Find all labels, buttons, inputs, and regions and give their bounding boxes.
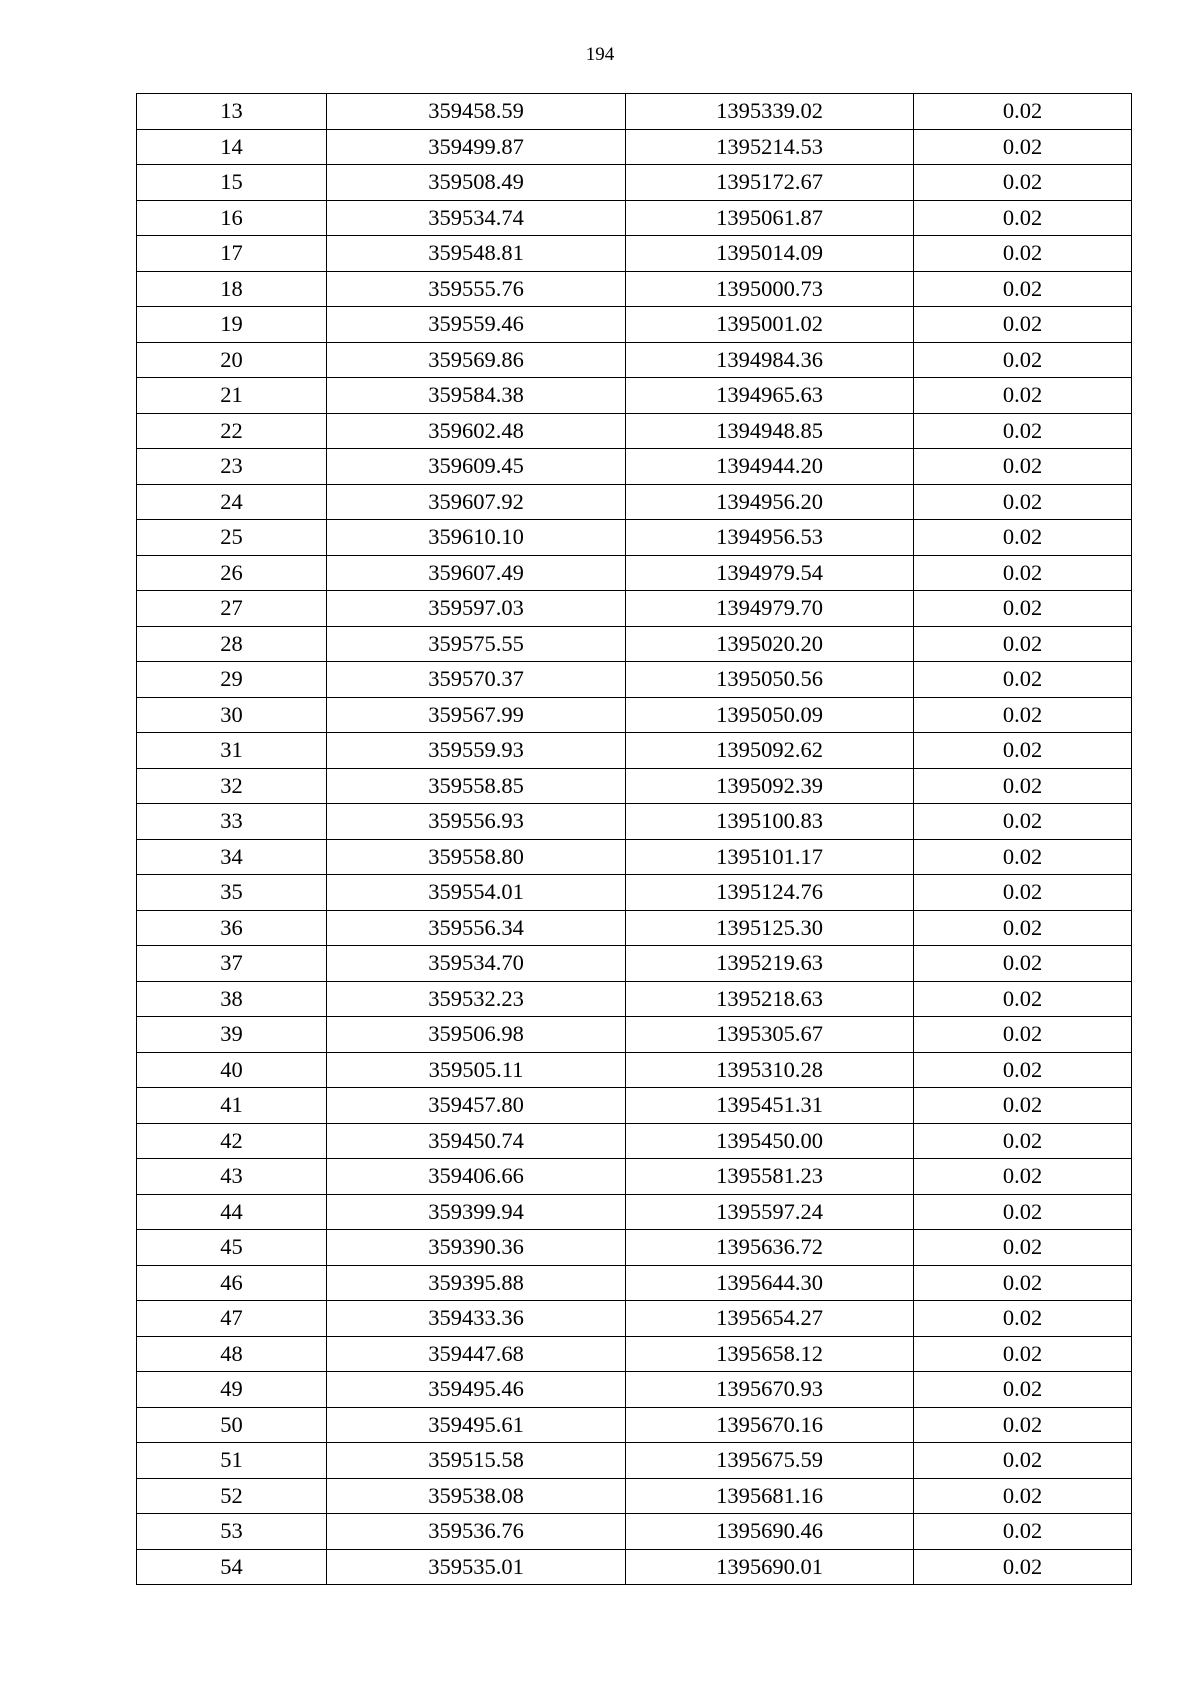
tolerance-cell: 0.02 [914,413,1132,449]
tolerance-cell: 0.02 [914,946,1132,982]
x-coordinate-cell: 359534.70 [327,946,626,982]
x-coordinate-cell: 359554.01 [327,875,626,911]
tolerance-cell: 0.02 [914,271,1132,307]
x-coordinate-cell: 359535.01 [327,1549,626,1585]
y-coordinate-cell: 1395061.87 [626,200,914,236]
y-coordinate-cell: 1394948.85 [626,413,914,449]
tolerance-cell: 0.02 [914,804,1132,840]
y-coordinate-cell: 1394979.54 [626,555,914,591]
tolerance-cell: 0.02 [914,555,1132,591]
point-number-cell: 23 [137,449,327,485]
table-row [137,1265,1132,1301]
y-coordinate-cell: 1395675.59 [626,1443,914,1479]
x-coordinate-cell: 359570.37 [327,662,626,698]
table-row [137,1301,1132,1337]
point-number-cell: 34 [137,839,327,875]
table-row [137,1159,1132,1195]
tolerance-cell: 0.02 [914,1159,1132,1195]
x-coordinate-cell: 359556.34 [327,910,626,946]
x-coordinate-cell: 359433.36 [327,1301,626,1337]
table-row [137,484,1132,520]
x-coordinate-cell: 359575.55 [327,626,626,662]
tolerance-cell: 0.02 [914,307,1132,343]
point-number-cell: 29 [137,662,327,698]
table-row [137,200,1132,236]
tolerance-cell: 0.02 [914,697,1132,733]
y-coordinate-cell: 1395670.93 [626,1372,914,1408]
table-row [137,449,1132,485]
tolerance-cell: 0.02 [914,1123,1132,1159]
y-coordinate-cell: 1394956.20 [626,484,914,520]
point-number-cell: 52 [137,1478,327,1514]
table-row [137,1549,1132,1585]
table-row [137,1017,1132,1053]
table-row [137,1478,1132,1514]
y-coordinate-cell: 1395681.16 [626,1478,914,1514]
table-body [137,94,1132,1585]
tolerance-cell: 0.02 [914,1052,1132,1088]
table-row [137,768,1132,804]
table-row [137,733,1132,769]
x-coordinate-cell: 359555.76 [327,271,626,307]
y-coordinate-cell: 1394979.70 [626,591,914,627]
tolerance-cell: 0.02 [914,1088,1132,1124]
x-coordinate-cell: 359534.74 [327,200,626,236]
point-number-cell: 48 [137,1336,327,1372]
y-coordinate-cell: 1395092.62 [626,733,914,769]
y-coordinate-cell: 1395636.72 [626,1230,914,1266]
y-coordinate-cell: 1395050.56 [626,662,914,698]
y-coordinate-cell: 1395670.16 [626,1407,914,1443]
table-row [137,271,1132,307]
table-row [137,1372,1132,1408]
tolerance-cell: 0.02 [914,1443,1132,1479]
x-coordinate-cell: 359607.49 [327,555,626,591]
x-coordinate-cell: 359597.03 [327,591,626,627]
table-row [137,697,1132,733]
y-coordinate-cell: 1395581.23 [626,1159,914,1195]
point-number-cell: 19 [137,307,327,343]
x-coordinate-cell: 359457.80 [327,1088,626,1124]
point-number-cell: 32 [137,768,327,804]
point-number-cell: 18 [137,271,327,307]
table-row [137,1088,1132,1124]
y-coordinate-cell: 1395000.73 [626,271,914,307]
x-coordinate-cell: 359495.61 [327,1407,626,1443]
y-coordinate-cell: 1395305.67 [626,1017,914,1053]
y-coordinate-cell: 1395092.39 [626,768,914,804]
y-coordinate-cell: 1395014.09 [626,236,914,272]
tolerance-cell: 0.02 [914,1514,1132,1550]
x-coordinate-cell: 359508.49 [327,165,626,201]
tolerance-cell: 0.02 [914,662,1132,698]
point-number-cell: 46 [137,1265,327,1301]
table-row [137,591,1132,627]
y-coordinate-cell: 1395597.24 [626,1194,914,1230]
tolerance-cell: 0.02 [914,875,1132,911]
tolerance-cell: 0.02 [914,626,1132,662]
tolerance-cell: 0.02 [914,981,1132,1017]
table-row [137,1443,1132,1479]
x-coordinate-cell: 359584.38 [327,378,626,414]
table-row [137,520,1132,556]
tolerance-cell: 0.02 [914,129,1132,165]
table-row [137,1230,1132,1266]
tolerance-cell: 0.02 [914,1407,1132,1443]
point-number-cell: 21 [137,378,327,414]
page-number: 194 [585,44,615,65]
x-coordinate-cell: 359532.23 [327,981,626,1017]
x-coordinate-cell: 359395.88 [327,1265,626,1301]
y-coordinate-cell: 1395020.20 [626,626,914,662]
y-coordinate-cell: 1395658.12 [626,1336,914,1372]
point-number-cell: 42 [137,1123,327,1159]
x-coordinate-cell: 359559.46 [327,307,626,343]
table-row [137,413,1132,449]
tolerance-cell: 0.02 [914,378,1132,414]
y-coordinate-cell: 1395451.31 [626,1088,914,1124]
tolerance-cell: 0.02 [914,94,1132,130]
point-number-cell: 14 [137,129,327,165]
x-coordinate-cell: 359548.81 [327,236,626,272]
y-coordinate-cell: 1395172.67 [626,165,914,201]
point-number-cell: 25 [137,520,327,556]
table-row [137,555,1132,591]
tolerance-cell: 0.02 [914,1372,1132,1408]
table-row [137,1194,1132,1230]
tolerance-cell: 0.02 [914,1017,1132,1053]
tolerance-cell: 0.02 [914,1478,1132,1514]
y-coordinate-cell: 1395339.02 [626,94,914,130]
point-number-cell: 36 [137,910,327,946]
y-coordinate-cell: 1395218.63 [626,981,914,1017]
table-row [137,626,1132,662]
table-row [137,1514,1132,1550]
tolerance-cell: 0.02 [914,236,1132,272]
tolerance-cell: 0.02 [914,1549,1132,1585]
y-coordinate-cell: 1394965.63 [626,378,914,414]
table-row [137,94,1132,130]
y-coordinate-cell: 1395100.83 [626,804,914,840]
point-number-cell: 22 [137,413,327,449]
point-number-cell: 51 [137,1443,327,1479]
point-number-cell: 40 [137,1052,327,1088]
point-number-cell: 17 [137,236,327,272]
tolerance-cell: 0.02 [914,449,1132,485]
table-row [137,129,1132,165]
y-coordinate-cell: 1395450.00 [626,1123,914,1159]
y-coordinate-cell: 1395310.28 [626,1052,914,1088]
tolerance-cell: 0.02 [914,1301,1132,1337]
point-number-cell: 47 [137,1301,327,1337]
table-row [137,165,1132,201]
x-coordinate-cell: 359610.10 [327,520,626,556]
x-coordinate-cell: 359499.87 [327,129,626,165]
point-number-cell: 45 [137,1230,327,1266]
point-number-cell: 15 [137,165,327,201]
y-coordinate-cell: 1395101.17 [626,839,914,875]
x-coordinate-cell: 359506.98 [327,1017,626,1053]
table-row [137,875,1132,911]
point-number-cell: 50 [137,1407,327,1443]
point-number-cell: 26 [137,555,327,591]
table-row [137,804,1132,840]
point-number-cell: 30 [137,697,327,733]
tolerance-cell: 0.02 [914,733,1132,769]
point-number-cell: 33 [137,804,327,840]
tolerance-cell: 0.02 [914,342,1132,378]
table-row [137,946,1132,982]
point-number-cell: 43 [137,1159,327,1195]
y-coordinate-cell: 1395644.30 [626,1265,914,1301]
point-number-cell: 49 [137,1372,327,1408]
y-coordinate-cell: 1395125.30 [626,910,914,946]
y-coordinate-cell: 1395124.76 [626,875,914,911]
x-coordinate-cell: 359569.86 [327,342,626,378]
tolerance-cell: 0.02 [914,591,1132,627]
y-coordinate-cell: 1395219.63 [626,946,914,982]
point-number-cell: 53 [137,1514,327,1550]
point-number-cell: 27 [137,591,327,627]
tolerance-cell: 0.02 [914,1194,1132,1230]
x-coordinate-cell: 359607.92 [327,484,626,520]
y-coordinate-cell: 1395214.53 [626,129,914,165]
point-number-cell: 31 [137,733,327,769]
point-number-cell: 41 [137,1088,327,1124]
x-coordinate-cell: 359559.93 [327,733,626,769]
x-coordinate-cell: 359390.36 [327,1230,626,1266]
point-number-cell: 38 [137,981,327,1017]
y-coordinate-cell: 1395690.46 [626,1514,914,1550]
table-row [137,839,1132,875]
tolerance-cell: 0.02 [914,1336,1132,1372]
coordinate-table [136,93,1132,1585]
point-number-cell: 13 [137,94,327,130]
point-number-cell: 35 [137,875,327,911]
table-row [137,981,1132,1017]
point-number-cell: 54 [137,1549,327,1585]
tolerance-cell: 0.02 [914,200,1132,236]
x-coordinate-cell: 359556.93 [327,804,626,840]
x-coordinate-cell: 359458.59 [327,94,626,130]
tolerance-cell: 0.02 [914,165,1132,201]
x-coordinate-cell: 359399.94 [327,1194,626,1230]
point-number-cell: 39 [137,1017,327,1053]
x-coordinate-cell: 359406.66 [327,1159,626,1195]
x-coordinate-cell: 359450.74 [327,1123,626,1159]
tolerance-cell: 0.02 [914,839,1132,875]
x-coordinate-cell: 359602.48 [327,413,626,449]
table-row [137,1123,1132,1159]
y-coordinate-cell: 1394944.20 [626,449,914,485]
x-coordinate-cell: 359536.76 [327,1514,626,1550]
tolerance-cell: 0.02 [914,1230,1132,1266]
x-coordinate-cell: 359505.11 [327,1052,626,1088]
y-coordinate-cell: 1395690.01 [626,1549,914,1585]
point-number-cell: 28 [137,626,327,662]
table-row [137,1052,1132,1088]
table-row [137,662,1132,698]
point-number-cell: 37 [137,946,327,982]
tolerance-cell: 0.02 [914,520,1132,556]
table-row [137,1336,1132,1372]
x-coordinate-cell: 359558.85 [327,768,626,804]
point-number-cell: 24 [137,484,327,520]
table-row [137,236,1132,272]
y-coordinate-cell: 1394956.53 [626,520,914,556]
y-coordinate-cell: 1394984.36 [626,342,914,378]
x-coordinate-cell: 359447.68 [327,1336,626,1372]
x-coordinate-cell: 359495.46 [327,1372,626,1408]
x-coordinate-cell: 359609.45 [327,449,626,485]
x-coordinate-cell: 359567.99 [327,697,626,733]
x-coordinate-cell: 359515.58 [327,1443,626,1479]
point-number-cell: 20 [137,342,327,378]
table-row [137,378,1132,414]
table-row [137,342,1132,378]
table-row [137,1407,1132,1443]
tolerance-cell: 0.02 [914,910,1132,946]
tolerance-cell: 0.02 [914,484,1132,520]
table-row [137,910,1132,946]
tolerance-cell: 0.02 [914,768,1132,804]
tolerance-cell: 0.02 [914,1265,1132,1301]
table-row [137,307,1132,343]
x-coordinate-cell: 359538.08 [327,1478,626,1514]
y-coordinate-cell: 1395654.27 [626,1301,914,1337]
y-coordinate-cell: 1395001.02 [626,307,914,343]
point-number-cell: 16 [137,200,327,236]
y-coordinate-cell: 1395050.09 [626,697,914,733]
point-number-cell: 44 [137,1194,327,1230]
x-coordinate-cell: 359558.80 [327,839,626,875]
